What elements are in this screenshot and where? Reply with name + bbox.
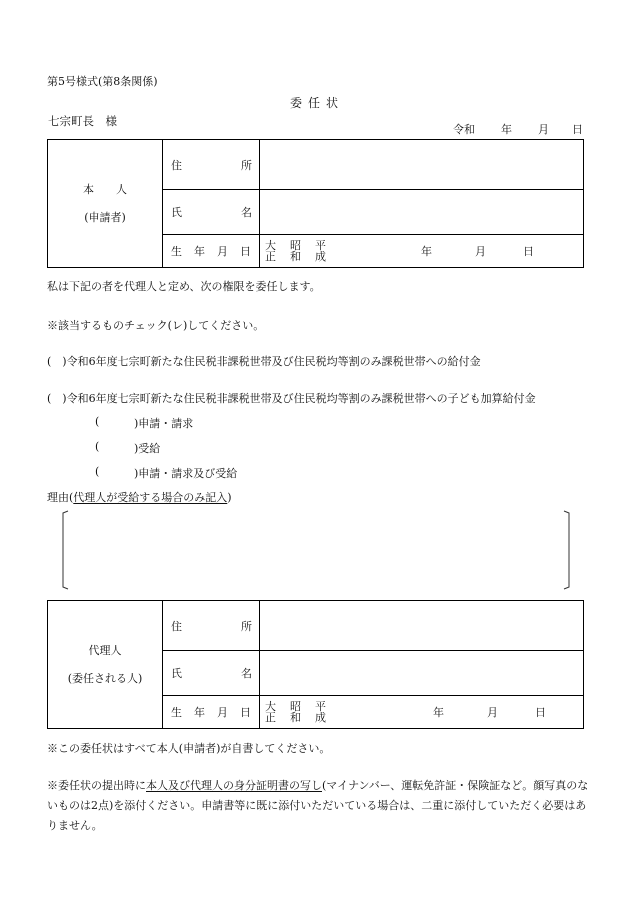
agent-address-label-2: 所 — [241, 619, 252, 633]
option-child-benefit[interactable]: ( )令和6年度七宗町新たな住民税非課税世帯及び住民税均等割のみ課税世帯への子ども加算給付金 — [47, 392, 536, 405]
era-char: 正 — [265, 250, 276, 263]
principal-birth-label-4: 日 — [240, 245, 251, 258]
principal-birthdate-field[interactable] — [260, 235, 584, 268]
era-char: 成 — [315, 711, 326, 724]
note-attachments-prefix: ※委任状の提出時に — [47, 779, 146, 792]
principal-sublabel: (申請者) — [84, 210, 126, 224]
agent-sublabel: (委任される人) — [67, 671, 143, 685]
note-attachments-suffix: (マイナンバー、運転免許証・保険証など。顔写真のないものは2点)を添付ください。申請書等に既に添付いただいている場合は、二重に添付していただく必要はありません。 — [47, 779, 589, 832]
note-attachments — [47, 776, 592, 836]
agent-birth-label-4: 日 — [240, 706, 251, 719]
era-char: 平 — [315, 239, 326, 252]
agent-birth-day-unit: 日 — [535, 706, 546, 719]
check-instruction: ※該当するものチェック(レ)してください。 — [47, 319, 265, 332]
agent-name-label-2: 名 — [241, 667, 252, 680]
date-era: 令和 — [453, 123, 475, 136]
form-number: 第5号様式(第8条関係) — [47, 75, 158, 88]
principal-name-field[interactable] — [260, 190, 584, 235]
addressee: 七宗町長 様 — [48, 114, 117, 128]
agent-birth-label-cell — [163, 696, 260, 729]
era-char: 平 — [315, 700, 326, 713]
agent-address-field[interactable] — [260, 601, 584, 651]
principal-name-label-1: 氏 — [171, 206, 182, 219]
agent-label-cell — [48, 601, 163, 729]
agent-birth-label-1: 生 — [171, 706, 182, 719]
era-char: 大 — [265, 700, 276, 713]
principal-name-label-cell — [163, 190, 260, 235]
principal-birth-day-unit: 日 — [523, 245, 534, 258]
agent-address-label-1: 住 — [171, 619, 182, 633]
principal-birth-label-3: 月 — [217, 245, 228, 258]
principal-label-cell — [48, 140, 163, 268]
suboption-open-paren: ( — [95, 440, 100, 453]
delegation-statement: 私は下記の者を代理人と定め、次の権限を委任します。 — [47, 280, 321, 293]
agent-birth-month-unit: 月 — [487, 706, 498, 719]
era-char: 成 — [315, 250, 326, 263]
suboption-open-paren: ( — [95, 465, 100, 478]
principal-birth-month-unit: 月 — [475, 245, 486, 258]
agent-birthdate-field[interactable] — [260, 696, 584, 729]
note-self-written: ※この委任状はすべて本人(申請者)が自書してください。 — [47, 742, 331, 755]
principal-name-label-2: 名 — [241, 206, 252, 219]
agent-table — [47, 600, 584, 729]
era-char: 昭 — [290, 700, 301, 713]
agent-name-field[interactable] — [260, 651, 584, 696]
principal-era-options[interactable] — [265, 240, 326, 262]
date-month: 月 — [538, 123, 549, 136]
note-attachments-underlined: 本人及び代理人の身分証明書の写し — [146, 779, 322, 792]
date-year: 年 — [501, 123, 512, 136]
suboption-open-paren: ( — [95, 415, 100, 428]
agent-birth-label-3: 月 — [217, 706, 228, 719]
suboption-label: )申請・請求 — [134, 417, 194, 430]
principal-birth-year-unit: 年 — [421, 245, 432, 258]
principal-address-label-1: 住 — [171, 158, 182, 172]
agent-label: 代理人 — [88, 643, 122, 657]
reason-underlined: 代理人が受給する場合のみ記入 — [73, 491, 228, 504]
era-char: 正 — [265, 711, 276, 724]
agent-birth-year-unit: 年 — [433, 706, 444, 719]
principal-birth-label-1: 生 — [171, 245, 182, 258]
agent-name-label-1: 氏 — [171, 667, 182, 680]
agent-birth-label-2: 年 — [194, 706, 205, 719]
agent-address-label-cell — [163, 601, 260, 651]
agent-era-options[interactable] — [265, 701, 326, 723]
principal-table — [47, 139, 584, 268]
era-char: 和 — [290, 250, 301, 263]
reason-box[interactable] — [60, 510, 572, 590]
era-char: 大 — [265, 239, 276, 252]
principal-birth-label-cell — [163, 235, 260, 268]
era-char: 昭 — [290, 239, 301, 252]
agent-name-label-cell — [163, 651, 260, 696]
option-benefit[interactable]: ( )令和6年度七宗町新たな住民税非課税世帯及び住民税均等割のみ課税世帯への給付金 — [47, 355, 481, 368]
date-day: 日 — [572, 123, 583, 136]
reason-prefix: 理由( — [47, 491, 74, 504]
era-char: 和 — [290, 711, 301, 724]
suboption-label: )申請・請求及び受給 — [134, 467, 238, 480]
principal-address-field[interactable] — [260, 140, 584, 190]
document-title: 委任状 — [290, 96, 345, 110]
suboption-label: )受給 — [134, 442, 161, 455]
principal-birth-label-2: 年 — [194, 245, 205, 258]
principal-address-label-2: 所 — [241, 158, 252, 172]
principal-label: 本 人 — [83, 182, 127, 196]
reason-label — [47, 489, 232, 505]
principal-address-label-cell — [163, 140, 260, 190]
reason-suffix: ) — [227, 491, 232, 504]
